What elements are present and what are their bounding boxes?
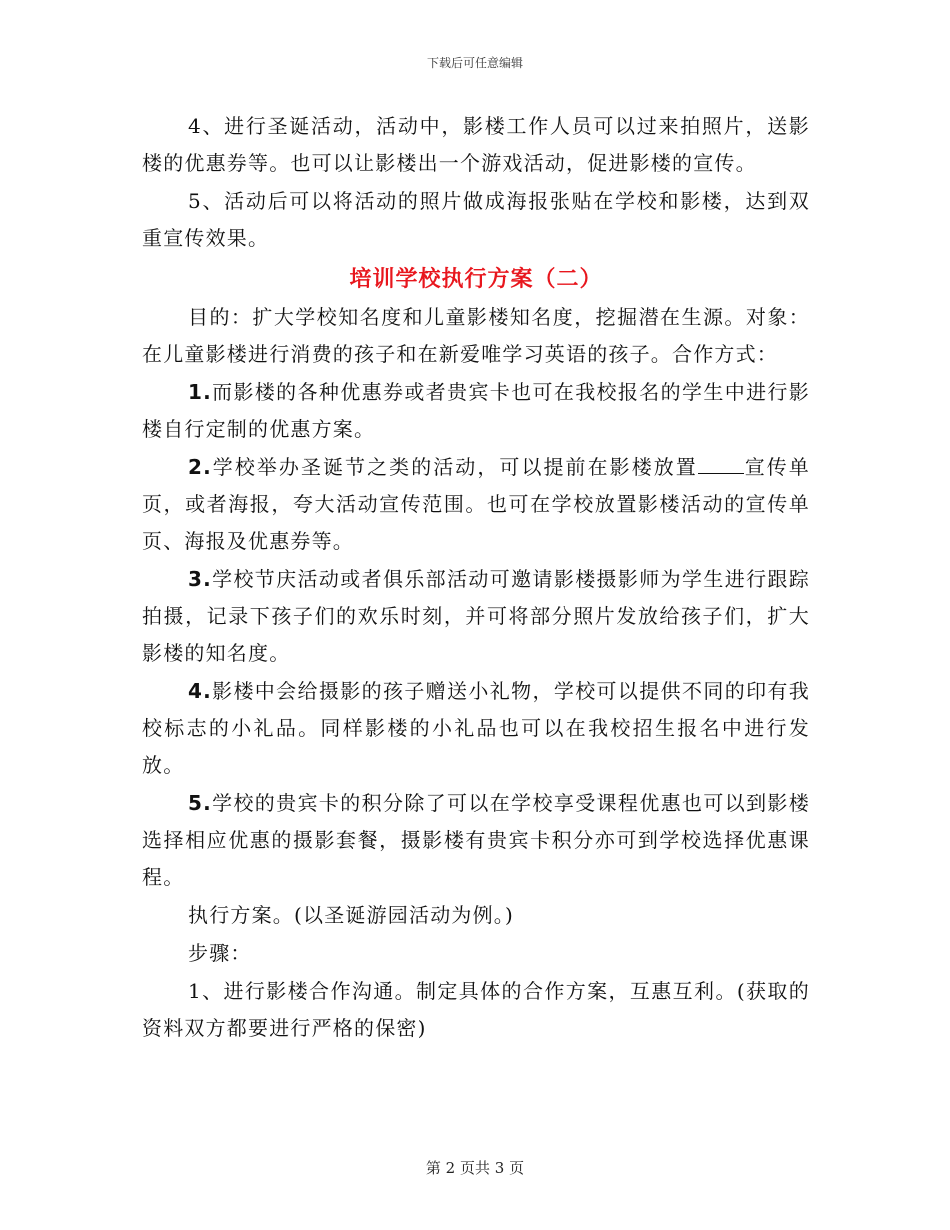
- item-number: 4.: [188, 679, 212, 703]
- paragraph-plan: 执行方案。(以圣诞游园活动为例。): [188, 903, 515, 927]
- item-text: 学校举办圣诞节之类的活动，可以提前在影楼放置: [211, 455, 698, 479]
- list-item-cooperation-2: [142, 449, 810, 560]
- item-number: 2.: [188, 455, 212, 479]
- page-footer-number: 第 2 页共 3 页: [425, 1159, 525, 1177]
- item-text: 学校的贵宾卡的积分除了可以在学校享受课程优惠也可以到影楼选择相应优惠的摄影套餐，摄影楼有贵宾卡积分亦可到学校选择优惠课程。: [142, 791, 810, 889]
- item-number: 5.: [188, 791, 212, 815]
- document-title: 培训学校执行方案（二）: [349, 266, 603, 292]
- item-text: 而影楼的各种优惠券或者贵宾卡也可在我校报名的学生中进行影楼自行定制的优惠方案。: [142, 380, 810, 441]
- paragraph-step-5: 5、活动后可以将活动的照片做成海报张贴在学校和影楼，达到双重宣传效果。: [142, 189, 810, 250]
- item-number: 3.: [188, 567, 212, 591]
- paragraph-steps-label: 步骤：: [188, 941, 252, 965]
- item-text: 影楼中会给摄影的孩子赠送小礼物，学校可以提供不同的印有我校标志的小礼品。同样影楼的小礼品也可以在我校招生报名中进行发放。: [142, 679, 810, 777]
- item-text: 学校节庆活动或者俱乐部活动可邀请影楼摄影师为学生进行跟踪拍摄，记录下孩子们的欢乐时刻，并可将部分照片发放给孩子们，扩大影楼的知名度。: [142, 567, 810, 665]
- document-body: [142, 108, 810, 1047]
- list-item-cooperation-5: [142, 785, 810, 896]
- paragraph-step-4: 4、进行圣诞活动，活动中，影楼工作人员可以过来拍照片，送影楼的优惠券等。也可以让影楼出一个游戏活动，促进影楼的宣传。: [142, 114, 810, 175]
- paragraph-step-1: 1、进行影楼合作沟通。制定具体的合作方案，互惠互利。(获取的资料双方都要进行严格的保密): [142, 979, 810, 1040]
- paragraph-intro: 目的：扩大学校知名度和儿童影楼知名度，挖掘潜在生源。对象：在儿童影楼进行消费的孩子和在新爱唯学习英语的孩子。合作方式：: [142, 305, 810, 366]
- item-text: 宣传单页，或者海报，夸大活动宣传范围。也可在学校放置影楼活动的宣传单页、海报及优惠券等。: [142, 455, 810, 553]
- fill-in-blank: [698, 455, 744, 474]
- list-item-cooperation-3: [142, 561, 810, 672]
- item-number: 1.: [188, 380, 212, 404]
- list-item-cooperation-1: [142, 374, 810, 448]
- list-item-cooperation-4: [142, 673, 810, 784]
- page-header-note: 下载后可任意编辑: [426, 56, 523, 70]
